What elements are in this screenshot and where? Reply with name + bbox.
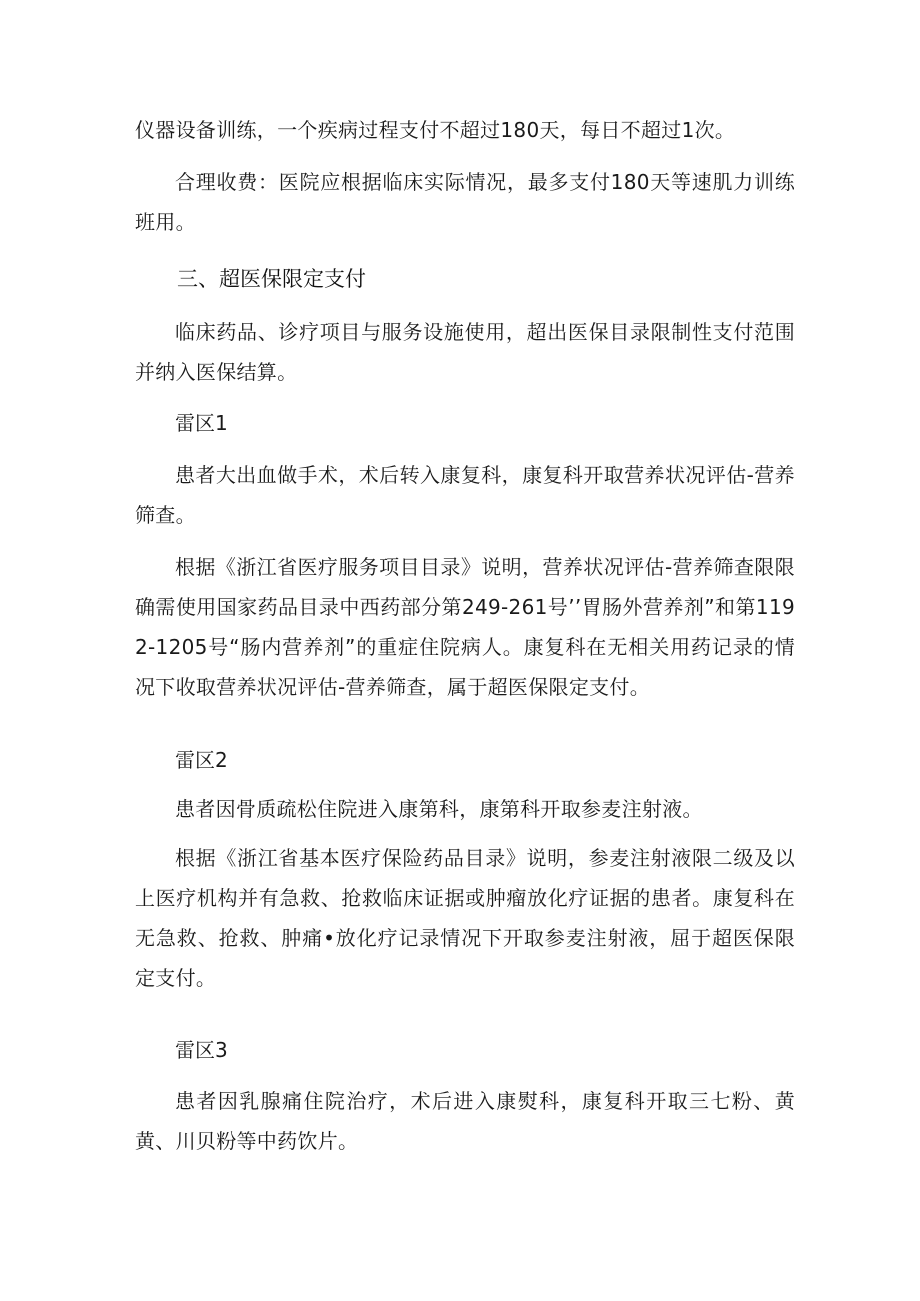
- paragraph-section-3-intro: 临床药品、诊疗项目与服务设施使用，超出医保目录限制性支付范围并纳入医保结算。: [135, 320, 795, 384]
- section-heading-3: 三、超医保限定支付: [177, 267, 366, 291]
- zone-1-case: 患者大出血做手术，术后转入康复科，康复科开取营养状况评估-营养筛查。: [135, 463, 795, 527]
- zone-3-label: 雷区3: [175, 1038, 228, 1062]
- paragraph-reasonable-fee: 合理收费：医院应根据临床实际情况，最多支付180天等速肌力训练班用。: [135, 170, 795, 234]
- zone-2-label: 雷区2: [175, 748, 228, 772]
- zone-3-case: 患者因乳腺痛住院治疗，术后进入康熨科，康复科开取三七粉、黄黄、川贝粉等中药饮片。: [135, 1089, 795, 1153]
- paragraph-training-limit: 仪器设备训练，一个疾病过程支付不超过180天，每日不超过1次。: [135, 118, 736, 142]
- zone-2-basis: 根据《浙江省基本医疗保险药品目录》说明，参麦注射液限二级及以上医疗机构并有急救、抢救临床证据或肿瘤放化疗证据的患者。康复科在无急救、抢救、肿痛•放化疗记录情况下开取参麦注射液，屈于超医保限定支付。: [135, 846, 795, 990]
- zone-2-case: 患者因骨质疏松住院进入康第科，康第科开取参麦注射液。: [175, 797, 703, 821]
- zone-1-basis: 根据《浙江省医疗服务项目目录》说明，营养状况评估-营养筛查限限确需使用国家药品目录中西药部分第249-261号’’胃肠外营养剂”和第1192-1205号“肠内营养剂”的重症住院病人。康复科在无相关用药记录的情况下收取营养状况评估-营养筛查，属于超医保限定支付。: [135, 555, 795, 699]
- zone-1-label: 雷区1: [175, 411, 228, 435]
